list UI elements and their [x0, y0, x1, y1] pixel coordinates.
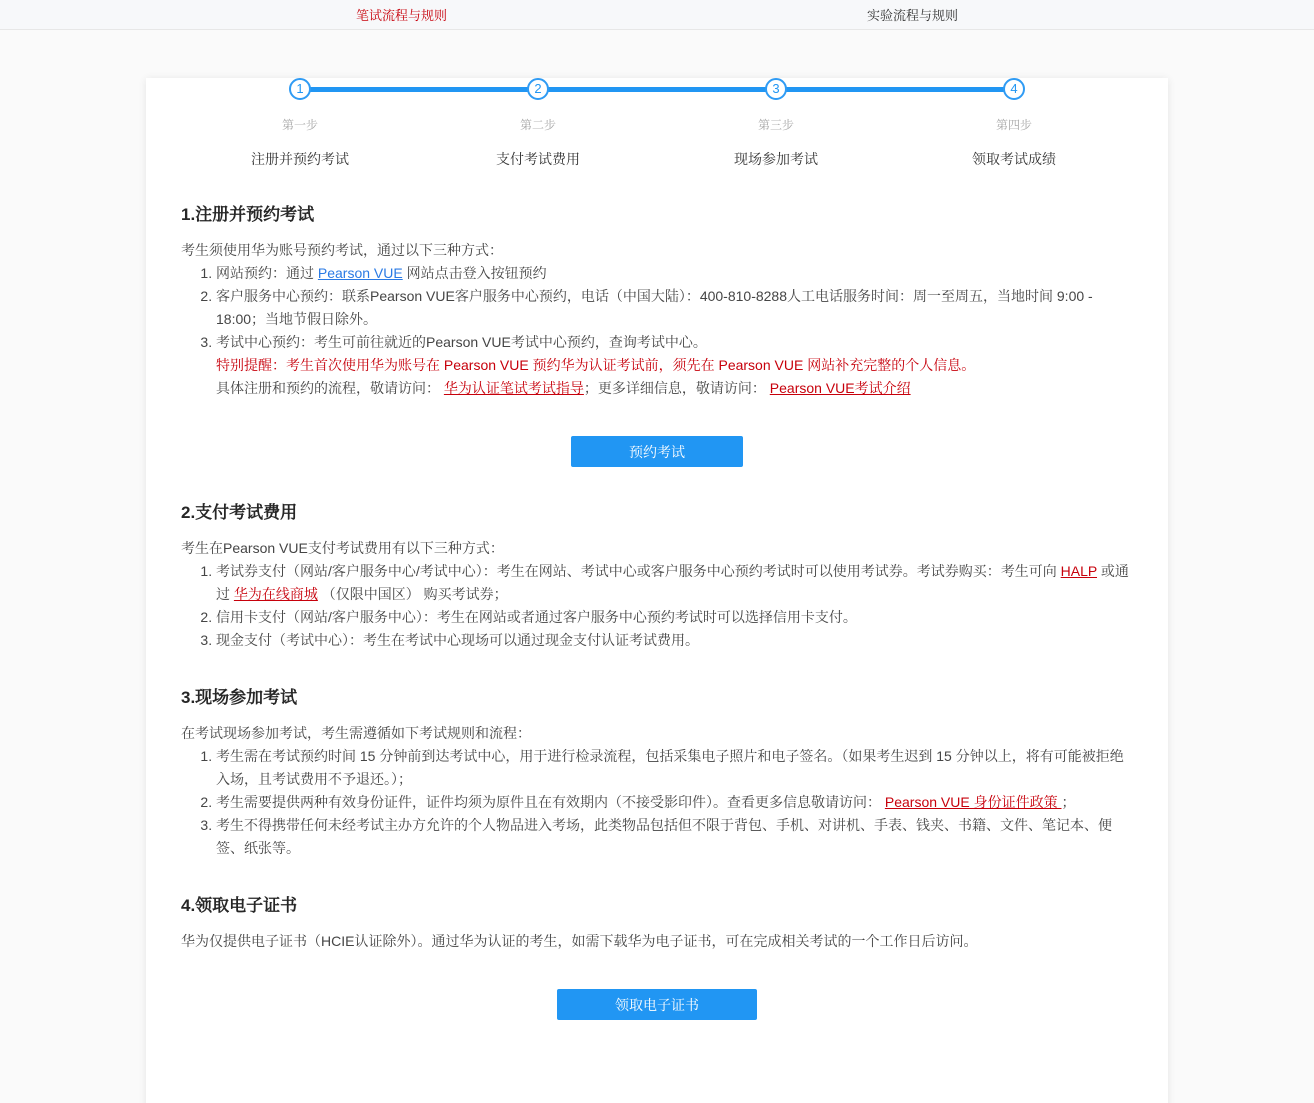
section-1-title: 1.注册并预约考试	[181, 205, 315, 224]
text-segment: 考试券支付（网站/客户服务中心/考试中心）：考生在网站、考试中心或客户服务中心预约考试时可以使用考试券。考试券购买：考生可向	[216, 563, 1061, 579]
section-3-intro: 在考试现场参加考试，考生需遵循如下考试规则和流程：	[181, 725, 531, 741]
pearson-vue-id-policy-link[interactable]: Pearson VUE 身份证件政策	[884, 794, 1062, 810]
top-tab-bar	[0, 0, 1314, 30]
pearson-vue-link[interactable]: Pearson VUE	[317, 265, 403, 281]
step-3-circle: 3	[765, 78, 787, 100]
text-segment: 考生不得携带任何未经考试主办方允许的个人物品进入考场，此类物品包括但不限于背包、手机、对讲机、手表、钱夹、书籍、文件、笔记本、便签、纸张等。	[216, 817, 1112, 856]
content-card	[146, 78, 1168, 1103]
text-segment: 考生需要提供两种有效身份证件，证件均须为原件且在有效期内（不接受影印件）。查看更多信息敬请访问：	[216, 794, 885, 810]
list-item	[216, 606, 1133, 629]
step-4-circle: 4	[1003, 78, 1025, 100]
section-4-intro: 华为仅提供电子证书（HCIE认证除外）。通过华为认证的考生，如需下载华为电子证书，可在完成相关考试的一个工作日后访问。	[181, 933, 978, 949]
text-segment: 网站预约：通过	[216, 265, 318, 281]
section-1-notes	[181, 354, 1133, 400]
text-segment: 考生需在考试预约时间 15 分钟前到达考试中心，用于进行检录流程，包括采集电子照片和电子签名。（如果考生迟到 15 分钟以上，将有可能被拒绝入场，且考试费用不予退还。）；	[216, 748, 1124, 787]
step-3	[657, 78, 895, 169]
step-1-name: 注册并预约考试	[251, 151, 349, 167]
list-item	[216, 331, 1133, 354]
text-segment: 特别提醒：考生首次使用华为账号在 Pearson VUE 预约华为认证考试前，须先在 Pearson VUE 网站补充完整的个人信息。	[216, 357, 976, 373]
text-segment: 或通过	[216, 563, 1129, 602]
section-1-intro: 考生须使用华为账号预约考试，通过以下三种方式：	[181, 242, 503, 258]
text-segment: 考试中心预约：考生可前往就近的Pearson VUE考试中心预约，查询考试中心。	[216, 334, 707, 350]
top-tab-container	[146, 0, 1168, 29]
text-segment: 信用卡支付（网站/客户服务中心）：考生在网站或者通过客户服务中心预约考试时可以选择信用卡支付。	[216, 609, 857, 625]
step-3-name: 现场参加考试	[734, 151, 818, 167]
text-segment: 现金支付（考试中心）：考生在考试中心现场可以通过现金支付认证考试费用。	[216, 632, 699, 648]
section-2-title: 2.支付考试费用	[181, 503, 298, 522]
book-exam-button[interactable]: 预约考试	[571, 436, 743, 467]
tab-lab-exam-process[interactable]: 实验流程与规则	[866, 8, 958, 23]
step-2-label: 第二步	[519, 118, 556, 132]
step-4	[895, 78, 1133, 169]
list-item	[216, 285, 1133, 331]
section-3-list	[181, 745, 1133, 860]
text-segment: 网站点击登入按钮预约	[402, 265, 547, 281]
section-3-title: 3.现场参加考试	[181, 688, 298, 707]
section-2-list	[181, 560, 1133, 652]
text-segment: ；	[1061, 794, 1076, 810]
special-reminder	[216, 354, 1133, 377]
text-segment: 客户服务中心预约：联系Pearson VUE客户服务中心预约，电话（中国大陆）：400-810-8288人工电话服务时间：周一至周五，当地时间 9:00 - 18:00；当地节假日除外。	[216, 288, 1093, 327]
list-item	[216, 560, 1133, 606]
step-1-label: 第一步	[281, 118, 318, 132]
section-2-intro: 考生在Pearson VUE支付考试费用有以下三种方式：	[181, 540, 504, 556]
text-segment: 具体注册和预约的流程，敬请访问：	[216, 380, 444, 396]
pearson-vue-exam-intro-link[interactable]: Pearson VUE考试介绍	[769, 380, 911, 396]
halp-link[interactable]: HALP	[1060, 563, 1097, 579]
text-segment: （仅限中国区） 购买考试券；	[317, 586, 508, 602]
step-2	[419, 78, 657, 169]
written-exam-guide-link[interactable]: 华为认证笔试考试指导	[443, 380, 584, 396]
step-4-name: 领取考试成绩	[972, 151, 1056, 167]
list-item	[216, 262, 1133, 285]
list-item	[216, 745, 1133, 791]
section-4-title: 4.领取电子证书	[181, 896, 298, 915]
list-item	[216, 629, 1133, 652]
section-1-list	[181, 262, 1133, 354]
list-item	[216, 814, 1133, 860]
step-1-circle: 1	[289, 78, 311, 100]
step-4-label: 第四步	[995, 118, 1032, 132]
exam-process-stepper	[181, 78, 1133, 169]
tab-written-exam-process[interactable]: 笔试流程与规则	[355, 8, 447, 23]
list-item	[216, 791, 1133, 814]
text-segment: ；更多详细信息，敬请访问：	[583, 380, 770, 396]
huawei-online-store-link[interactable]: 华为在线商城	[233, 586, 318, 602]
step-2-name: 支付考试费用	[496, 151, 580, 167]
guide-links-line	[216, 377, 1133, 400]
step-2-circle: 2	[527, 78, 549, 100]
step-3-label: 第三步	[757, 118, 794, 132]
get-certificate-button[interactable]: 领取电子证书	[557, 989, 757, 1020]
step-1	[181, 78, 419, 169]
